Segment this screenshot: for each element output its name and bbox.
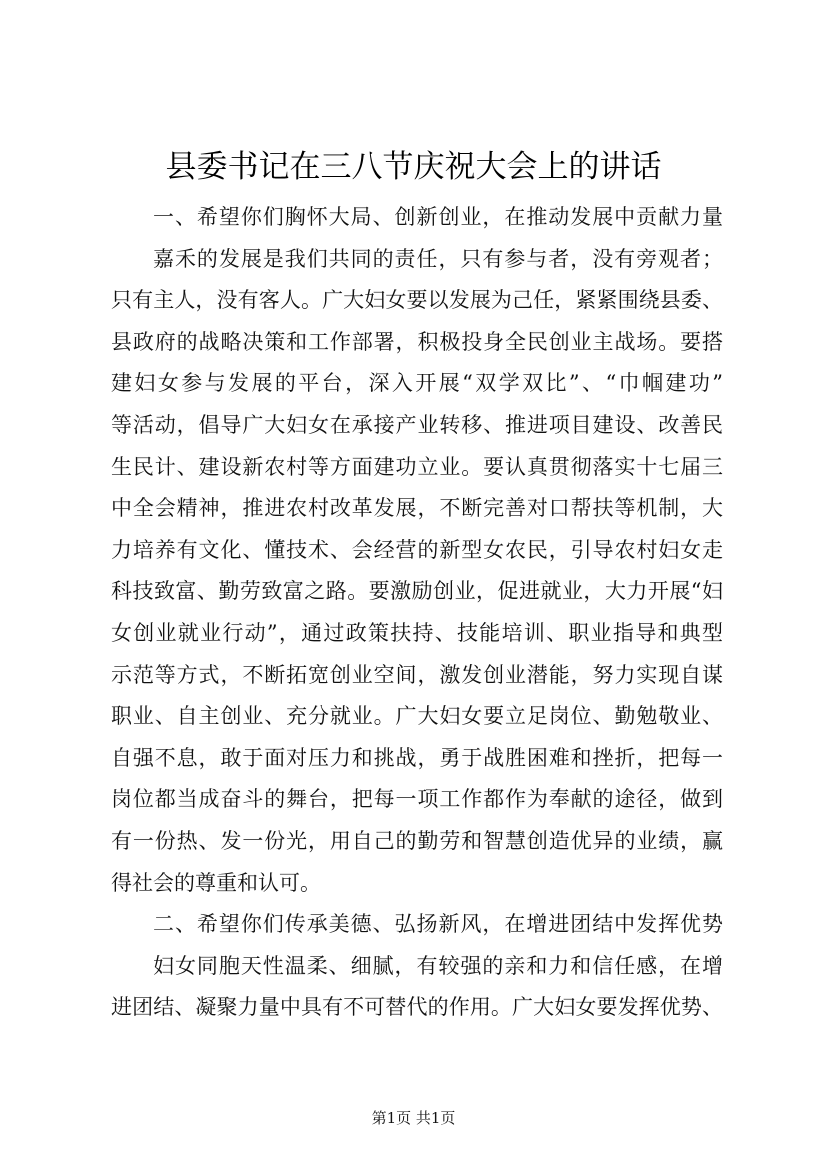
section-heading-2: 二、希望你们传承美德、弘扬新风，在增进团结中发挥优势 bbox=[153, 912, 723, 937]
paragraph-line: 县政府的战略决策和工作部署，积极投身全民创业主战场。要搭 bbox=[111, 329, 723, 354]
section-heading-1: 一、希望你们胸怀大局、创新创业，在推动发展中贡献力量 bbox=[153, 205, 723, 229]
document-title: 县委书记在三八节庆祝大会上的讲话 bbox=[165, 149, 662, 185]
paragraph-line: 妇女同胞天性温柔、细腻，有较强的亲和力和信任感，在增 bbox=[153, 953, 723, 978]
page-number: 第1页 共1页 bbox=[371, 1109, 456, 1127]
paragraph-line: 得社会的尊重和认可。 bbox=[111, 870, 321, 895]
paragraph-line: 进团结、凝聚力量中具有不可替代的作用。广大妇女要发挥优势、 bbox=[111, 995, 723, 1020]
paragraph-line: 科技致富、勤劳致富之路。要激励创业，促进就业，大力开展“妇 bbox=[111, 579, 723, 604]
paragraph-line: 职业、自主创业、充分就业。广大妇女要立足岗位、勤勉敬业、 bbox=[111, 704, 723, 729]
paragraph-line: 只有主人，没有客人。广大妇女要以发展为己任，紧紧围绕县委、 bbox=[111, 288, 723, 313]
paragraph-line: 自强不息，敢于面对压力和挑战，勇于战胜困难和挫折，把每一 bbox=[111, 745, 723, 770]
paragraph-line: 有一份热、发一份光，用自己的勤劳和智慧创造优异的业绩，赢 bbox=[111, 828, 723, 853]
paragraph-line: 生民计、建设新农村等方面建功立业。要认真贯彻落实十七届三 bbox=[111, 454, 723, 479]
paragraph-line: 示范等方式，不断拓宽创业空间，激发创业潜能，努力实现自谋 bbox=[111, 662, 723, 687]
paragraph-line: 岗位都当成奋斗的舞台，把每一项工作都作为奉献的途径，做到 bbox=[111, 787, 723, 812]
paragraph-line: 建妇女参与发展的平台，深入开展“双学双比”、“巾帼建功” bbox=[111, 371, 723, 396]
paragraph-line: 等活动，倡导广大妇女在承接产业转移、推进项目建设、改善民 bbox=[111, 412, 723, 437]
paragraph-line: 中全会精神，推进农村改革发展，不断完善对口帮扶等机制，大 bbox=[111, 496, 723, 521]
paragraph-line: 嘉禾的发展是我们共同的责任，只有参与者，没有旁观者； bbox=[153, 246, 723, 271]
page-footer bbox=[0, 1108, 827, 1128]
paragraph-line: 女创业就业行动”，通过政策扶持、技能培训、职业指导和典型 bbox=[111, 620, 723, 645]
document-body bbox=[111, 197, 723, 1029]
paragraph-line: 力培养有文化、懂技术、会经营的新型女农民，引导农村妇女走 bbox=[111, 537, 723, 562]
